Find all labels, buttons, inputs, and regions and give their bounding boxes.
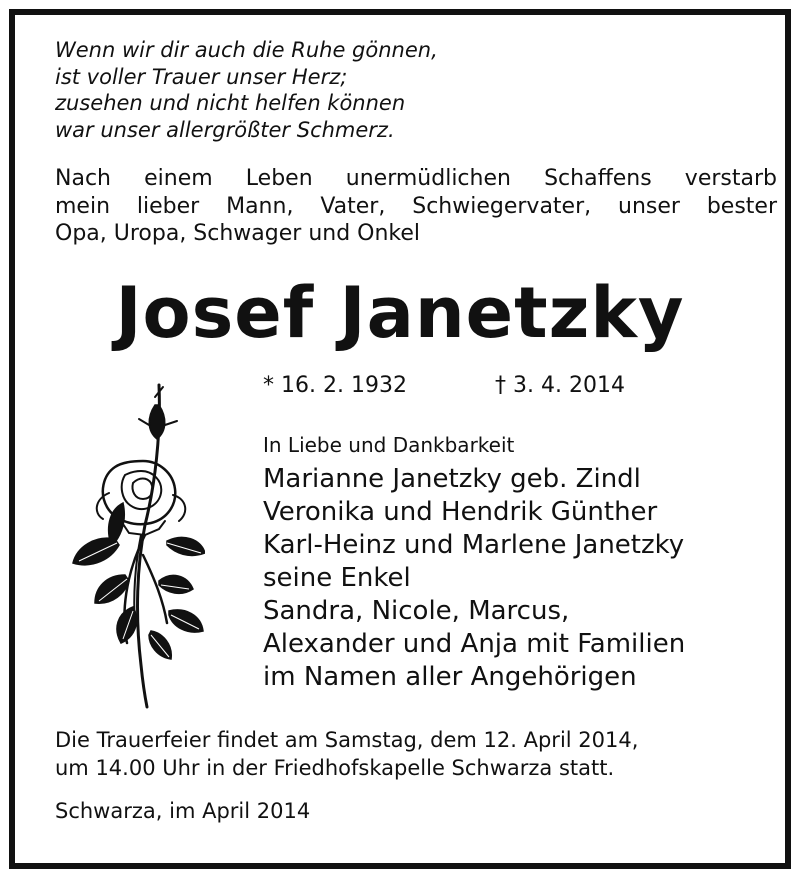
death-date: † 3. 4. 2014	[495, 373, 625, 398]
dedication-line: In Liebe und Dankbarkeit	[263, 433, 515, 457]
intro-line: Nach einem Leben unermüdlichen Schaffens verstarb	[55, 166, 777, 191]
poem-line: war unser allergrößter Schmerz.	[55, 117, 395, 142]
mourner-line: Karl-Heinz und Marlene Janetzky	[263, 530, 685, 560]
life-dates	[263, 373, 625, 398]
mourners-list	[263, 463, 685, 694]
poem-line: zusehen und nicht helfen können	[55, 91, 406, 115]
intro-line: mein lieber Mann, Vater, Schwiegervater, unser bester	[55, 193, 777, 219]
intro-line: Opa, Uropa, Schwager und Onkel	[55, 221, 421, 246]
birth-date: * 16. 2. 1932	[263, 373, 407, 398]
mourner-line: im Namen aller Angehörigen	[263, 662, 637, 692]
mourner-line: Veronika und Hendrik Günther	[263, 497, 658, 527]
mourner-line: Marianne Janetzky geb. Zindl	[263, 464, 641, 494]
mourner-line: Alexander und Anja mit Familien	[263, 629, 686, 659]
deceased-name: Josef Janetzky	[115, 272, 685, 354]
poem-line: ist voller Trauer unser Herz;	[55, 64, 348, 89]
poem-line: Wenn wir dir auch die Ruhe gönnen,	[55, 38, 438, 62]
rose-icon	[55, 375, 205, 715]
mourner-line: seine Enkel	[263, 563, 411, 593]
place-date: Schwarza, im April 2014	[55, 799, 311, 823]
funeral-info	[55, 727, 638, 782]
funeral-line: Die Trauerfeier findet am Samstag, dem 12. April 2014,	[55, 728, 639, 752]
poem	[55, 37, 438, 143]
mourner-line: Sandra, Nicole, Marcus,	[263, 596, 570, 626]
obituary-notice	[9, 9, 791, 869]
intro-text	[55, 165, 777, 248]
funeral-line: um 14.00 Uhr in der Friedhofskapelle Schwarza statt.	[55, 755, 615, 780]
